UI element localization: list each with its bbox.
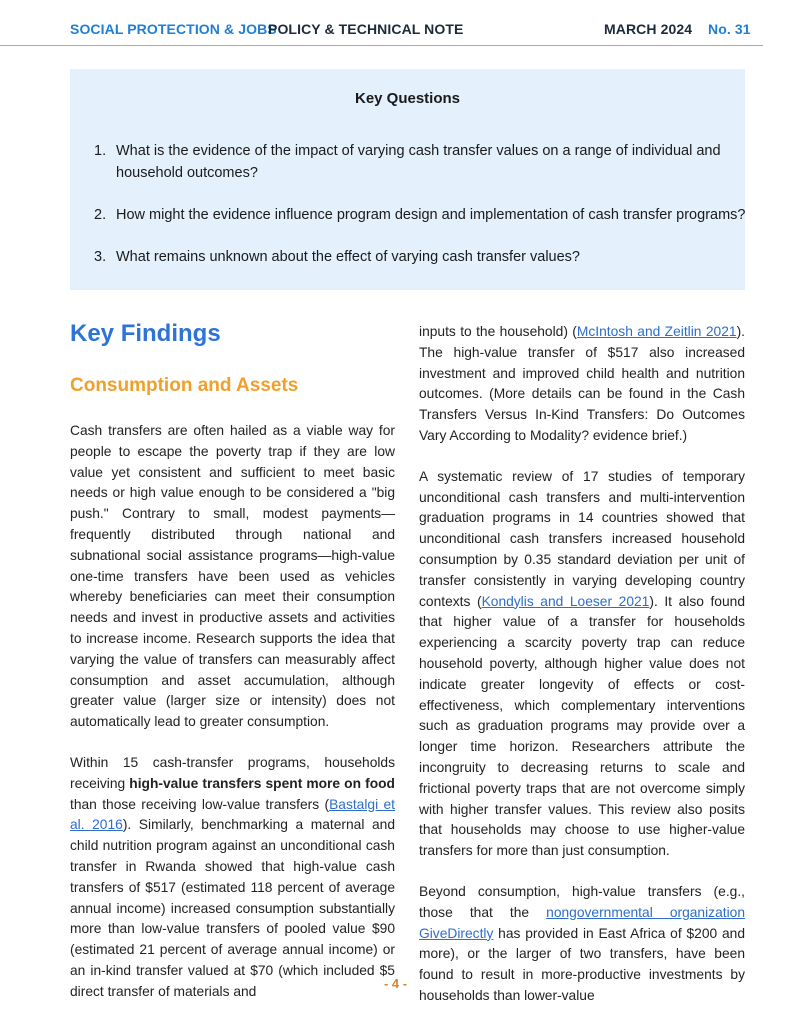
question-text: How might the evidence influence program design and implementation of cash transfer programs? <box>116 207 746 223</box>
issue-number: No. 31 <box>708 21 751 37</box>
givedirectly-link[interactable]: nongovernmental organization GiveDirectly <box>419 904 745 941</box>
paragraph <box>419 322 745 447</box>
question-text: What is the evidence of the impact of varying cash transfer values on a range of individual and household outcomes? <box>116 143 721 181</box>
right-column <box>419 322 745 1024</box>
question-number: 2. <box>94 207 107 223</box>
question-number: 3. <box>94 249 107 265</box>
consumption-assets-heading: Consumption and Assets <box>70 375 299 396</box>
citation-link-mcintosh[interactable]: McIntosh and Zeitlin 2021 <box>576 324 737 339</box>
citation-link-bastalgi[interactable]: Bastalgi et al. 2016 <box>70 796 395 833</box>
paragraph <box>70 753 395 1003</box>
question-number: 1. <box>94 143 107 159</box>
paragraph <box>419 467 745 862</box>
paragraph: Cash transfers are often hailed as a viable way for people to escape the poverty trap if they are low value yet consistent and sufficient to meet basic needs or high value enough to be considered a "big push." Contrary to small, modest payments—frequently distributed through national and subnational social assistance programs—high-value one-time transfers have been used as vehicles whereby beneficiaries can meet their consumption needs and invest in productive assets and activities to increase income. Research supports the idea that varying the value of transfers can measurably affect consumption and asset accumulation, although greater value (larger size or intensity) does not automatically lead to greater consumption. <box>70 423 395 730</box>
bold-text: high-value transfers spent more on food <box>129 775 395 791</box>
text-run: than those receiving low-value transfers ( <box>70 796 330 812</box>
text-run: ). The high-value transfer of $517 also increased investment and improved child health and nutrition outcomes. (More details can be found in the Cash Transfers Versus In-Kind Transfers: Do Outcomes Vary According to Modality? evidence brief.) <box>419 324 745 443</box>
key-questions-box <box>70 69 745 290</box>
question-text: What remains unknown about the effect of varying cash transfer values? <box>116 249 580 265</box>
text-run: Beyond consumption, high-value transfers (e.g., those that the <box>419 883 745 920</box>
text-run: A systematic review of 17 studies of temporary unconditional cash transfers and multi-intervention graduation programs in 14 countries showed that unconditional cash transfers increased household consumption by 0.35 standard deviation per unit of transfer consistently in varying developing country contexts ( <box>419 468 745 609</box>
doc-type-label: POLICY & TECHNICAL NOTE <box>268 21 464 37</box>
left-column <box>70 421 395 1023</box>
date-label: MARCH 2024 <box>604 21 693 37</box>
text-run: has provided in East Africa of $200 and more), or the larger of two transfers, have been found to result in more-productive investments by households than lower-value <box>419 925 745 1003</box>
page-number: - 4 - <box>383 976 408 991</box>
key-findings-heading: Key Findings <box>70 320 221 347</box>
header-divider <box>0 45 763 46</box>
page-header <box>0 0 791 46</box>
text-run: Within 15 cash-transfer programs, households receiving <box>70 754 395 791</box>
text-run: ). It also found that higher value of a transfer for households experiencing a scarcity poverty trap can reduce household poverty, although higher value does not indicate greater longevity of effects or cost-effectiveness, which complementary interventions such as graduation programs may provide over a longer time horizon. Researchers attribute the incongruity to decreasing returns to scale and frictional poverty traps that are not overcome simply with higher transfer values. This review also posits that households may choose to use higher-value transfers for more than just consumption. <box>419 593 746 859</box>
text-run: ). Similarly, benchmarking a maternal and child nutrition program against an unconditional cash transfer in Rwanda showed that high-value cash transfers of $517 (estimated 118 percent of average annual income) increased consumption substantially more than low-value transfers of pooled value $90 (estimated 21 percent of average annual income) or an in-kind transfer valued at $70 (which included $5 direct transfer of materials and <box>70 817 395 999</box>
text-run: inputs to the household) ( <box>419 324 577 339</box>
section-label: SOCIAL PROTECTION & JOBS <box>70 21 277 37</box>
citation-link-kondylis[interactable]: Kondylis and Loeser 2021 <box>481 593 650 609</box>
key-questions-title: Key Questions <box>354 90 461 107</box>
